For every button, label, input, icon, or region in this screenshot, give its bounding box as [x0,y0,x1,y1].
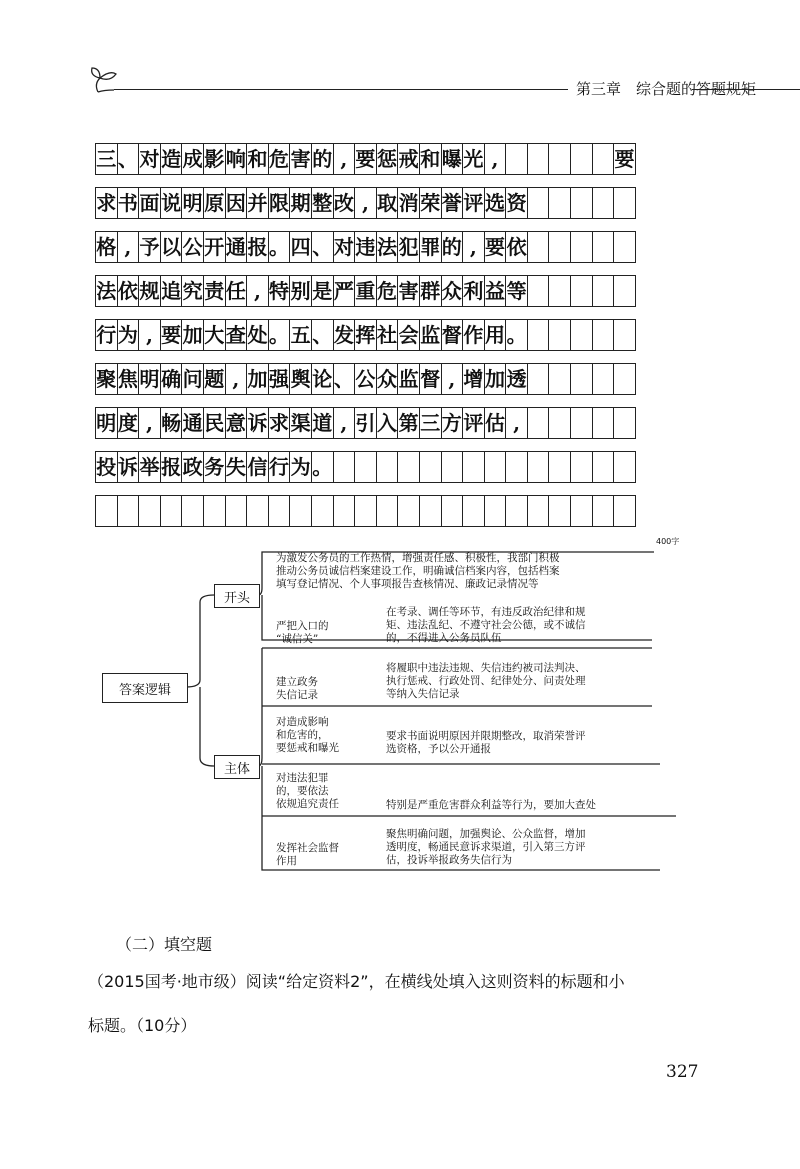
grid-cell: 罪 [419,231,442,263]
grid-cell: 消 [397,187,420,219]
grid-cell: 行 [268,451,291,483]
grid-cell: 责 [203,275,226,307]
grid-cell: 失 [225,451,248,483]
sprout-icon [88,62,128,102]
grid-cell: , [138,319,161,351]
grid-cell: 督 [441,319,464,351]
grid-cell: , [484,143,507,175]
grid-cell [592,363,615,395]
grid-cell: 发 [333,319,356,351]
grid-cell: 要 [354,143,377,175]
grid-cell [505,495,528,527]
grid-cell: 诉 [246,407,269,439]
grid-cell [548,319,571,351]
grid-cell [592,187,615,219]
grid-cell: 光 [462,143,485,175]
grid-cell: 特 [268,275,291,307]
grid-cell: 透 [505,363,528,395]
grid-cell: 意 [225,407,248,439]
grid-cell: 惩 [376,143,399,175]
mindmap-opening-node: 开头 [214,584,260,608]
grid-cell [419,495,442,527]
grid-cell: , [117,231,140,263]
grid-cell: 整 [311,187,334,219]
grid-cell [354,451,377,483]
grid-cell: 曝 [441,143,464,175]
grid-cell: 大 [203,319,226,351]
grid-cell: 要 [613,143,636,175]
grid-cell: 求 [95,187,118,219]
grid-cell: 加 [181,319,204,351]
grid-cell: 投 [95,451,118,483]
grid-cell: 公 [181,231,204,263]
grid-cell [505,451,528,483]
grid-cell: 选 [484,187,507,219]
grid-cell [527,319,550,351]
grid-cell: 入 [376,407,399,439]
grid-cell: 面 [138,187,161,219]
grid-cell [333,451,356,483]
grid-cell [311,495,334,527]
body-item-key: 发挥社会监督 作用 [276,842,339,867]
grid-cell: 强 [268,363,291,395]
grid-cell: 举 [138,451,161,483]
grid-cell: 三 [419,407,442,439]
grid-cell: 重 [354,275,377,307]
grid-row [95,187,685,219]
grid-cell: 依 [117,275,140,307]
page-number: 327 [666,1062,699,1082]
grid-row [95,451,685,483]
grid-cell: 聚 [95,363,118,395]
grid-cell: 公 [354,363,377,395]
body-item-value: 特别是严重危害群众利益等行为，要加大查处 [386,799,596,811]
body-item-key: 建立政务 失信记录 [276,676,318,701]
grid-cell: 题 [203,363,226,395]
grid-cell: 荣 [419,187,442,219]
header-rule [114,89,568,90]
grid-cell: 违 [354,231,377,263]
grid-cell: 说 [160,187,183,219]
grid-row [95,231,685,263]
grid-cell [613,231,636,263]
grid-cell: 众 [376,363,399,395]
grid-cell [613,319,636,351]
grid-cell [527,407,550,439]
grid-cell: 挥 [354,319,377,351]
grid-cell: 严 [333,275,356,307]
grid-cell [548,495,571,527]
grid-cell: 开 [203,231,226,263]
grid-cell [548,187,571,219]
grid-cell: 增 [462,363,485,395]
grid-cell [397,495,420,527]
grid-cell: 道 [311,407,334,439]
grid-cell: 估 [484,407,507,439]
grid-cell: 评 [462,407,485,439]
grid-cell: 求 [268,407,291,439]
grid-cell: , [462,231,485,263]
grid-cell: 。 [311,451,334,483]
grid-cell [613,187,636,219]
grid-cell: 信 [246,451,269,483]
grid-cell [505,143,528,175]
grid-cell: 法 [376,231,399,263]
grid-cell: 资 [505,187,528,219]
grid-cell: 对 [333,231,356,263]
chapter-title: 第三章 综合题的答题规矩 [576,80,757,98]
grid-cell: 和 [419,143,442,175]
page-header [88,62,757,102]
grid-row [95,143,685,175]
grid-cell: 监 [397,363,420,395]
grid-cell: 畅 [160,407,183,439]
question-line-2: 标题。（10分） [88,1016,197,1035]
grid-cell: 书 [117,187,140,219]
grid-cell: 危 [268,143,291,175]
grid-cell: 明 [138,363,161,395]
grid-cell [160,495,183,527]
grid-cell: 、 [311,319,334,351]
body-item-key: 对违法犯罪 的，要依法 依规追究责任 [276,772,339,810]
body-item-value: 在考录、调任等环节，有违反政治纪律和规 矩、违法乱纪、不遵守社会公德，或不诚信 的，不得进入公务员队伍 [386,606,586,644]
grid-cell [419,451,442,483]
grid-cell [376,495,399,527]
grid-cell [441,451,464,483]
grid-cell [527,495,550,527]
grid-cell: 任 [225,275,248,307]
grid-cell: 是 [311,275,334,307]
grid-cell: 期 [289,187,312,219]
grid-cell: 舆 [289,363,312,395]
grid-cell: 对 [138,143,161,175]
body-item-value: 要求书面说明原因并限期整改，取消荣誉评 选资格，予以公开通报 [386,730,586,755]
grid-cell: 改 [333,187,356,219]
grid-cell: 众 [441,275,464,307]
grid-cell [570,275,593,307]
grid-cell: , [354,187,377,219]
grid-cell [592,231,615,263]
grid-cell: 取 [376,187,399,219]
grid-cell: 第 [397,407,420,439]
grid-cell: 群 [419,275,442,307]
grid-cell: 加 [246,363,269,395]
grid-cell [613,407,636,439]
grid-cell: 利 [462,275,485,307]
grid-cell: 造 [160,143,183,175]
grid-cell: 五 [289,319,312,351]
grid-cell: 响 [225,143,248,175]
grid-cell [613,451,636,483]
grid-cell [462,495,485,527]
grid-cell [613,495,636,527]
mindmap-body-node: 主体 [214,755,260,779]
grid-cell [397,451,420,483]
grid-cell [570,495,593,527]
grid-cell [613,363,636,395]
grid-cell: 。 [268,231,291,263]
grid-cell: 报 [246,231,269,263]
grid-cell: , [441,363,464,395]
answer-logic-mindmap [0,540,800,880]
grid-cell [570,143,593,175]
grid-cell [570,451,593,483]
grid-cell: 明 [181,187,204,219]
grid-cell [484,495,507,527]
grid-cell: 社 [376,319,399,351]
grid-cell: 焦 [117,363,140,395]
grid-cell: 督 [419,363,442,395]
grid-cell: 原 [203,187,226,219]
grid-cell [592,275,615,307]
grid-cell: 确 [160,363,183,395]
grid-cell [570,363,593,395]
grid-cell [548,407,571,439]
grid-cell: 害 [397,275,420,307]
body-item-value: 聚焦明确问题，加强舆论、公众监督，增加 透明度，畅通民意诉求渠道，引入第三方评 估，投诉举报政务失信行为 [386,828,586,866]
grid-cell: 作 [462,319,485,351]
grid-cell: 格 [95,231,118,263]
answer-grid [95,143,685,539]
grid-cell [462,451,485,483]
grid-cell: 明 [95,407,118,439]
grid-cell [484,451,507,483]
grid-cell: 成 [181,143,204,175]
grid-cell [570,231,593,263]
grid-cell [548,275,571,307]
grid-cell: 会 [397,319,420,351]
grid-cell: 通 [181,407,204,439]
grid-cell [441,495,464,527]
grid-cell: 处 [246,319,269,351]
grid-cell: 等 [505,275,528,307]
grid-cell: 法 [95,275,118,307]
grid-cell: 方 [441,407,464,439]
grid-cell: 益 [484,275,507,307]
grid-cell: , [333,143,356,175]
grid-cell: , [225,363,248,395]
grid-cell: 因 [225,187,248,219]
grid-cell [354,495,377,527]
grid-cell [527,451,550,483]
grid-cell [592,495,615,527]
grid-cell [592,407,615,439]
body-item-key: 严把入口的 “诚信关” [276,620,329,645]
grid-cell: 政 [181,451,204,483]
grid-cell: , [246,275,269,307]
grid-cell: 为 [289,451,312,483]
grid-cell: 加 [484,363,507,395]
grid-cell [333,495,356,527]
grid-cell: 害 [289,143,312,175]
grid-cell: 要 [160,319,183,351]
grid-cell: 要 [484,231,507,263]
body-item-key: 对造成影响 和危害的， 要惩戒和曝光 [276,716,339,754]
grid-cell: 问 [181,363,204,395]
grid-row [95,407,685,439]
grid-cell: , [138,407,161,439]
grid-cell: , [505,407,528,439]
grid-cell [527,275,550,307]
grid-cell: 诉 [117,451,140,483]
grid-cell: 究 [181,275,204,307]
grid-cell [527,231,550,263]
section-title: （二）填空题 [116,935,213,954]
grid-cell: 查 [225,319,248,351]
header-rule-right [692,89,800,90]
grid-cell: 。 [505,319,528,351]
grid-cell: 报 [160,451,183,483]
grid-cell [592,451,615,483]
grid-cell: 、 [333,363,356,395]
grid-cell [203,495,226,527]
grid-cell: 引 [354,407,377,439]
grid-cell [548,451,571,483]
grid-cell: 影 [203,143,226,175]
grid-cell [548,363,571,395]
grid-cell: 四 [289,231,312,263]
grid-cell: 务 [203,451,226,483]
grid-cell: 追 [160,275,183,307]
grid-cell: 以 [160,231,183,263]
grid-cell: 予 [138,231,161,263]
grid-cell: 限 [268,187,291,219]
grid-cell [570,407,593,439]
grid-row [95,363,685,395]
grid-cell: 民 [203,407,226,439]
grid-row [95,275,685,307]
grid-cell [181,495,204,527]
grid-cell: 、 [117,143,140,175]
grid-cell [570,187,593,219]
grid-cell: 度 [117,407,140,439]
grid-cell [246,495,269,527]
grid-cell [117,495,140,527]
grid-cell [592,319,615,351]
question-line-1: （2015国考·地市级）阅读“给定资料2”，在横线处填入这则资料的标题和小 [88,972,625,991]
grid-cell: 戒 [397,143,420,175]
grid-cell: 誉 [441,187,464,219]
grid-cell: 规 [138,275,161,307]
grid-cell: 的 [441,231,464,263]
grid-cell [527,143,550,175]
grid-cell [570,319,593,351]
grid-cell [376,451,399,483]
grid-cell: 评 [462,187,485,219]
grid-cell [95,495,118,527]
grid-cell [268,495,291,527]
word-count-label: 400字 [656,537,680,546]
grid-row [95,319,685,351]
grid-cell [548,143,571,175]
grid-cell [527,187,550,219]
grid-cell: 危 [376,275,399,307]
grid-cell: 为 [117,319,140,351]
mindmap-root: 答案逻辑 [102,673,188,703]
grid-cell: , [333,407,356,439]
grid-cell [613,275,636,307]
grid-cell [138,495,161,527]
grid-row [95,495,685,527]
grid-cell: 监 [419,319,442,351]
grid-cell: 三 [95,143,118,175]
grid-cell: 犯 [397,231,420,263]
grid-cell: 。 [268,319,291,351]
grid-cell [592,143,615,175]
grid-cell: 的 [311,143,334,175]
body-item-value: 将履职中违法违规、失信违约被司法判决、 执行惩戒、行政处罚、纪律处分、问责处理 等纳入失信记录 [386,662,586,700]
grid-cell: 依 [505,231,528,263]
grid-cell: 用 [484,319,507,351]
grid-cell [289,495,312,527]
grid-cell: 、 [311,231,334,263]
grid-cell: 论 [311,363,334,395]
opening-text: 为激发公务员的工作热情，增强责任感、积极性，我部门积极 推动公务员诚信档案建设工作，明确诚信档案内容，包括档案 填写登记情况、个人事项报告查核情况、廉政记录情况等 [276,552,560,590]
grid-cell [225,495,248,527]
grid-cell: 和 [246,143,269,175]
grid-cell: 行 [95,319,118,351]
grid-cell [527,363,550,395]
grid-cell: 渠 [289,407,312,439]
grid-cell: 通 [225,231,248,263]
grid-cell: 别 [289,275,312,307]
grid-cell [548,231,571,263]
grid-cell: 并 [246,187,269,219]
